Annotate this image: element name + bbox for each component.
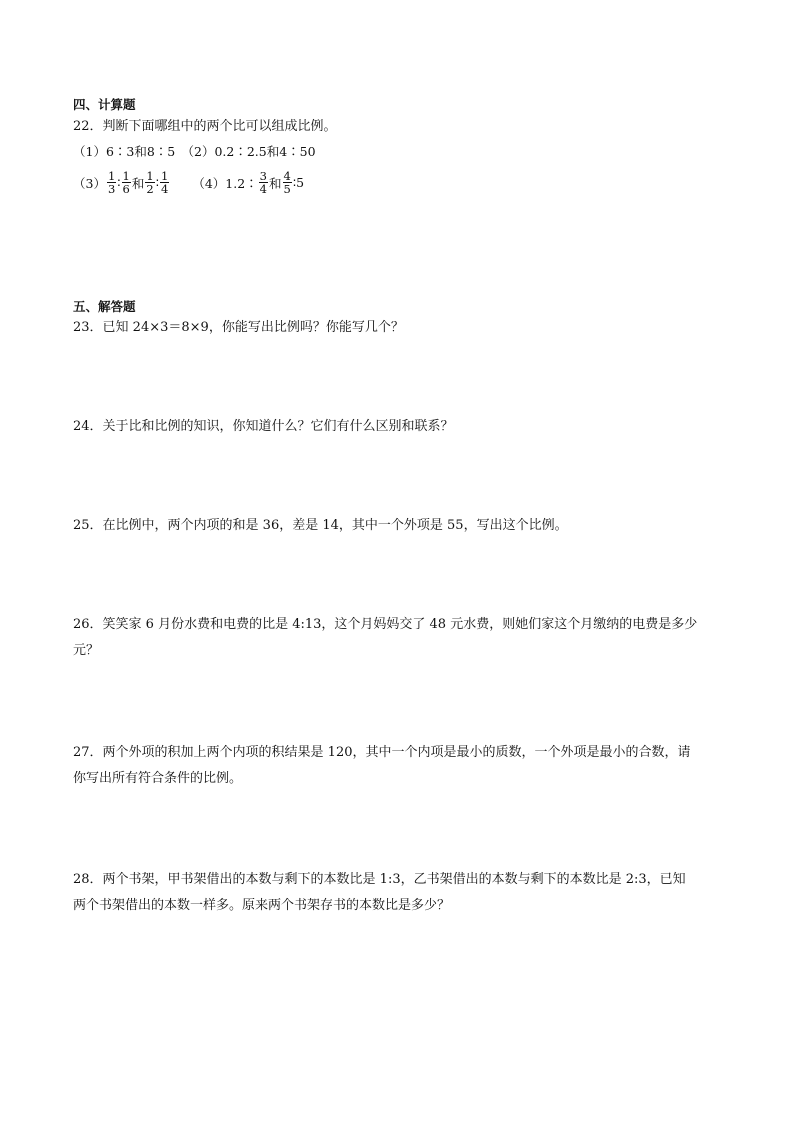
fraction bbox=[145, 170, 154, 195]
and-word: 和 bbox=[131, 175, 145, 191]
question-22-items-3-4 bbox=[73, 170, 304, 195]
item-3-label: （3） bbox=[73, 175, 106, 191]
and-word: 和 bbox=[268, 175, 282, 191]
fraction-denominator: 4 bbox=[259, 182, 267, 197]
question-26-line-2: 元？ bbox=[73, 643, 100, 658]
question-22-items-1-2: （1）6∶3和8∶5 （2）0.2∶2.5和4∶50 bbox=[73, 144, 316, 159]
fraction-numerator: 1 bbox=[107, 169, 116, 183]
fraction-denominator: 5 bbox=[283, 182, 291, 197]
fraction-numerator: 4 bbox=[283, 169, 291, 183]
fraction-denominator: 3 bbox=[107, 182, 116, 197]
section-5-title: 五、解答题 bbox=[73, 299, 136, 314]
fraction-numerator: 1 bbox=[160, 169, 169, 183]
fraction-denominator: 6 bbox=[122, 182, 130, 197]
question-24: 24．关于比和比例的知识，你知道什么？它们有什么区别和联系？ bbox=[73, 419, 454, 434]
item-4-tail: ∶5 bbox=[292, 175, 305, 191]
question-23: 23．已知 24×3＝8×9，你能写出比例吗？你能写几个？ bbox=[73, 320, 404, 335]
fraction-denominator: 4 bbox=[160, 182, 169, 197]
question-28-line-2: 两个书架借出的本数一样多。原来两个书架存书的本数比是多少？ bbox=[73, 898, 451, 913]
fraction bbox=[107, 170, 116, 195]
fraction bbox=[283, 170, 292, 195]
question-26-line-1: 26．笑笑家 6 月份水费和电费的比是 4:13，这个月妈妈交了 48 元水费，则她们家这个月缴纳的电费是多少 bbox=[73, 617, 698, 632]
question-22-stem: 22．判断下面哪组中的两个比可以组成比例。 bbox=[73, 119, 337, 134]
fraction bbox=[122, 170, 131, 195]
section-4-title: 四、计算题 bbox=[73, 97, 136, 112]
question-25: 25．在比例中，两个内项的和是 36，差是 14，其中一个外项是 55，写出这个比例。 bbox=[73, 518, 568, 533]
fraction-denominator: 2 bbox=[146, 182, 154, 197]
fraction bbox=[160, 170, 169, 195]
ratio-colon: ∶ bbox=[117, 175, 121, 191]
item-4-label: （4）1.2∶ bbox=[192, 175, 258, 191]
fraction-numerator: 3 bbox=[259, 169, 267, 183]
fraction-numerator: 1 bbox=[122, 169, 130, 183]
fraction bbox=[259, 170, 268, 195]
ratio-colon: ∶ bbox=[155, 175, 159, 191]
question-27-line-2: 你写出所有符合条件的比例。 bbox=[73, 771, 243, 786]
question-28-line-1: 28．两个书架，甲书架借出的本数与剩下的本数比是 1:3，乙书架借出的本数与剩下的本数比是 2:3，已知 bbox=[73, 872, 686, 887]
question-27-line-1: 27．两个外项的积加上两个内项的积结果是 120，其中一个内项是最小的质数，一个外项是最小的合数，请 bbox=[73, 745, 691, 760]
fraction-numerator: 1 bbox=[146, 169, 154, 183]
